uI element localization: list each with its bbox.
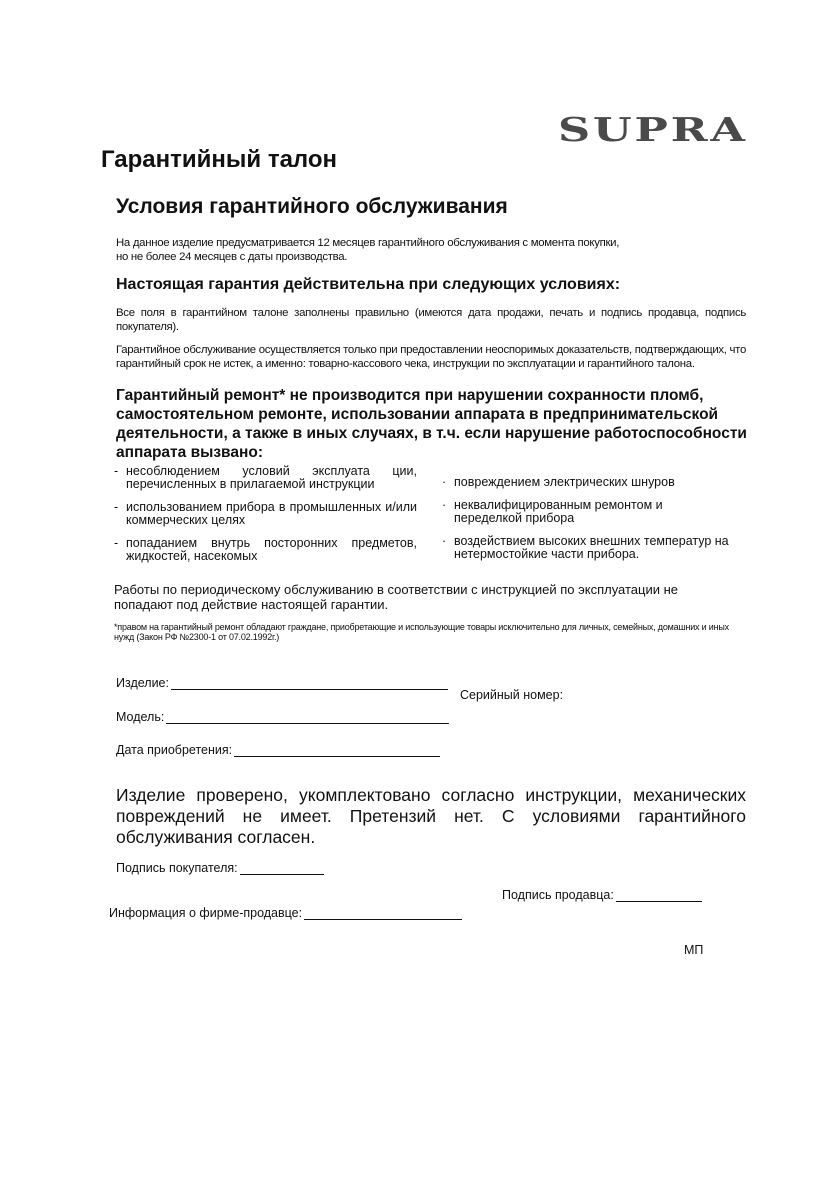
serial-number-label: Серийный номер: <box>460 688 564 702</box>
acceptance-statement: Изделие проверено, укомплектовано согласно инструкции, механических повреждений не имеет. Претензий нет. С условиями гарантийного обслуживания согласен. <box>116 785 746 847</box>
list-item: - использованием прибора в промышленных и/или коммерческих целях <box>114 500 417 527</box>
validity-paragraph-2: Гарантийное обслуживание осуществляется только при предоставлении неоспоримых доказательств, подтверждающих, что гарантийный срок не истек, а именно: товарно-кассового чека, инструкции по эксплуатации и гарантийного талона. <box>116 344 746 370</box>
supra-logo: SUPRA <box>558 110 748 149</box>
dash-bullet-icon: - <box>114 500 119 514</box>
list-item: · повреждением электрических шнуров <box>442 475 675 489</box>
validity-paragraph-1: Все поля в гарантийном талоне заполнены правильно (имеются дата продажи, печать и подпись продавца, подпись покупателя). <box>116 307 746 333</box>
purchase-date-label: Дата приобретения: <box>116 743 233 757</box>
seller-signature-label: Подпись продавца: <box>502 888 614 902</box>
conditions-intro <box>116 236 756 264</box>
purchase-date-input-line[interactable] <box>234 743 440 757</box>
seller-info-label: Информация о фирме-продавце: <box>109 906 303 920</box>
dot-bullet-icon: · <box>442 534 447 548</box>
exclusions-list-left <box>114 465 417 573</box>
list-item: · неквалифицированным ремонтом и переделкой прибора <box>442 498 663 525</box>
dot-bullet-icon: · <box>442 498 447 512</box>
model-field <box>116 710 449 724</box>
purchase-date-field <box>116 743 440 757</box>
product-input-line[interactable] <box>171 676 448 690</box>
intro-line-2: но не более 24 месяцев с даты производства. <box>116 251 348 263</box>
dash-bullet-icon: - <box>114 536 119 550</box>
seller-signature-field <box>502 888 702 902</box>
buyer-signature-line[interactable] <box>240 861 324 875</box>
buyer-signature-label: Подпись покупателя: <box>116 861 238 875</box>
list-item: - несоблюдением условий эксплуата ции, перечисленных в прилагаемой инструкции <box>114 464 417 491</box>
seller-signature-line[interactable] <box>616 888 702 902</box>
maintenance-note: Работы по периодическому обслуживанию в соответствии с инструкцией по эксплуатации не попадают под действие настоящей гарантии. <box>114 582 679 612</box>
product-field <box>116 676 448 690</box>
buyer-signature-field <box>116 861 324 875</box>
seller-info-line[interactable] <box>304 906 462 920</box>
exclusions-list-right <box>442 476 752 571</box>
validity-heading: Настоящая гарантия действительна при следующих условиях: <box>116 276 621 293</box>
product-label: Изделие: <box>116 676 169 690</box>
intro-line-1: На данное изделие предусматривается 12 месяцев гарантийного обслуживания с момента покупки, <box>116 237 620 249</box>
stamp-placeholder-label: МП <box>684 943 704 957</box>
model-input-line[interactable] <box>166 710 449 724</box>
list-item: · воздействием высоких внешних температур на нетермостойкие части прибора. <box>442 534 729 561</box>
model-label: Модель: <box>116 710 165 724</box>
page-title: Гарантийный талон <box>101 146 338 173</box>
footnote: *правом на гарантийный ремонт обладают граждане, приобретающие и использующие товары исключительно для личных, семейных, домашних и иных нужд (Закон РФ №2300-1 от 07.02.1992г.) <box>114 622 729 642</box>
exclusions-heading: Гарантийный ремонт* не производится при нарушении сохранности пломб, самостоятельном ремонте, использовании аппарата в предпринимательской деятельности, а также в иных случаях, в т.ч. если нарушение работоспособности аппарата вызвано: <box>116 387 747 461</box>
list-item: - попаданием внутрь посторонних предметов, жидкостей, насекомых <box>114 536 417 563</box>
dash-bullet-icon: - <box>114 464 119 478</box>
conditions-heading: Условия гарантийного обслуживания <box>116 195 508 218</box>
seller-info-field <box>109 906 462 920</box>
dot-bullet-icon: · <box>442 475 447 489</box>
